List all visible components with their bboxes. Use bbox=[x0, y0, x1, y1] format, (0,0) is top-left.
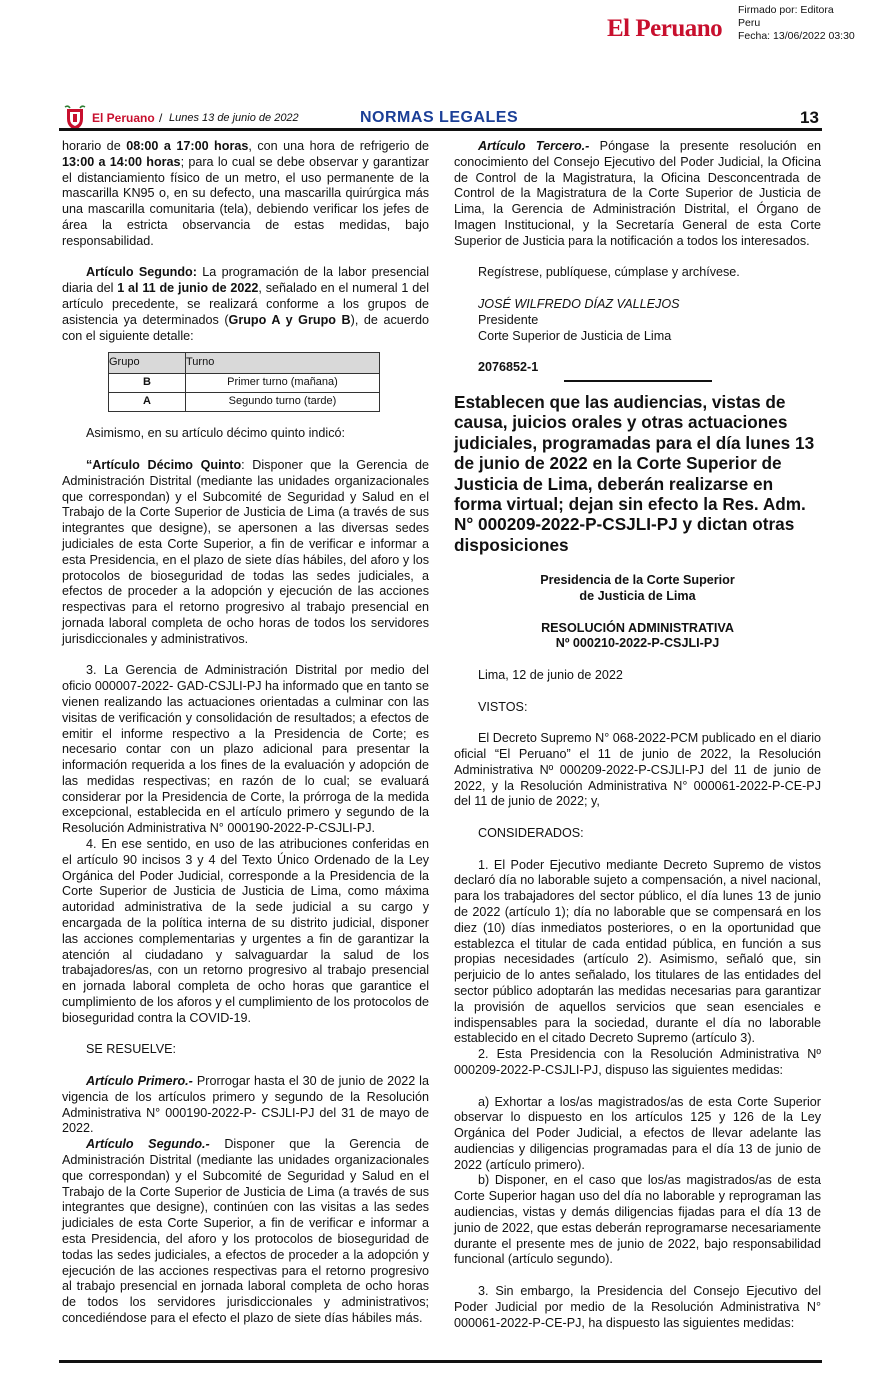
quoted-article: “Artículo Décimo Quinto: Disponer que la Gerencia de Administración Distrital (mediante las unidades organizacionales que correspondan) y el Subcomité de Seguridad y Salud en el Trabajo de la Corte Superior de Justicia de Lima (a través de sus integrantes que designe), se apersonen a las diversas sedes judiciales de esta Corte Superior, a fin de verificar e informar a esta Presidencia, en el plazo de siete días hábiles, del aforo y los protocolos de bioseguridad de todas las sedes judiciales, a efectos de proceder a la adopción y ejecución de las acciones respectivas para el retorno progresivo al trabajo presencial en jornada laboral completa de ocho horas de todos los servidores jurisdiccionales y administrativos. bbox=[62, 457, 429, 646]
closing-formula: Regístrese, publíquese, cúmplase y archívese. bbox=[478, 265, 740, 280]
resolution-number: Nº 000210-2022-P-CSJLI-PJ bbox=[555, 636, 720, 651]
paragraph: 3. La Gerencia de Administración Distrital por medio del oficio 000007-2022- GAD-CSJLI-PJ ha informado que en tanto se vienen realizando las actuaciones orientadas a culminar con las visitas de verificación y consolidación de resultados; a efectos de emitir el informe respectivo a la Presidencia de Corte; es necesario contar con un plazo adicional para presentar la información requerida a los fines de la evaluación y adopción de las medidas respectivas; en razón de lo cual; se evaluará considerar por la Presidencia de Corte, la prórroga de la medida excepcional, establecida en el artículo primero y segundo de la Resolución Administrativa N° 000190-2022-P-CSJLI-PJ. bbox=[62, 663, 429, 836]
paragraph: 3. Sin embargo, la Presidencia del Consejo Ejecutivo del Poder Judicial por medio de la Resolución Administrativa N° 000061-2022-P-CE-PJ, ha dispuesto las siguientes medidas: bbox=[454, 1284, 821, 1330]
signature-line: Fecha: 13/06/2022 03:30 bbox=[738, 30, 855, 42]
paragraph: Artículo Segundo.- Disponer que la Gerencia de Administración Distrital (mediante las unidades organizacionales que correspondan) y el Subcomité de Seguridad y Salud en el Trabajo de la Corte Superior de Justicia de Lima (a través de sus integrantes que designe), continúen con las visitas a las sedes judiciales de esta Corte Superior, a fin de verificar e informar a esta Presidencia, del aforo y los protocolos de bioseguridad de todas las sedes judiciales, a efectos de proceder a la adopción y ejecución de las acciones respectivas para el retorno progresivo al trabajo presencial en jornada laboral completa de ocho horas de todos los servidores jurisdiccionales y administrativos; concediéndose para el efecto el plazo de siete días hábiles más. bbox=[62, 1137, 429, 1325]
header-brand: El Peruano bbox=[92, 111, 155, 125]
page-number: 13 bbox=[800, 108, 819, 127]
paragraph: 1. El Poder Ejecutivo mediante Decreto Supremo de vistos declaró día no laborable sujeto a compensación, a nivel nacional, para los trabajadores del sector público, el día lunes 13 de junio de 2022 (artículo 1); día no laborable que se compensará en los diez (10) días inmediatos posteriores, o en la oportunidad que establezca el titular de cada entidad pública, en función a sus propias necesidades (artículo 2). Asimismo, señaló que, sin perjuicio de lo antes señalado, los titulares de las entidades del sector público adoptarán las medidas necesarias para garantizar la provisión de aquellos servicios que sean esenciales e indispensables para la sociedad, durante el día no laborable establecido en el citado Decreto Supremo (artículo 3). bbox=[454, 857, 821, 1046]
header-separator: / bbox=[159, 111, 163, 125]
table-row bbox=[109, 374, 380, 393]
digital-signature bbox=[738, 4, 855, 43]
issuer-line: de Justicia de Lima bbox=[579, 589, 696, 603]
table-header: Turno bbox=[186, 353, 380, 374]
resolution-title: RESOLUCIÓN ADMINISTRATIVA bbox=[541, 620, 734, 635]
footer-rule bbox=[59, 1360, 822, 1363]
paragraph: Artículo Primero.- Prorrogar hasta el 30 de junio de 2022 la vigencia de los artículos primero y segundo de la Resolución Administrativa N° 000190-2022-P- CSJLI-PJ del 31 de mayo de 2022. bbox=[62, 1074, 429, 1136]
right-column bbox=[454, 139, 821, 1331]
headline: Establecen que las audiencias, vistas de causa, juicios orales y otras actuaciones judiciales, programadas para el día lunes 13 de junio de 2022 en la Corte Superior de Justicia de Lima, deberán realizarse en forma virtual; dejan sin efecto la Res. Adm. N° 000209-2022-P-CSJLI-PJ y dictan otras disposiciones bbox=[454, 391, 815, 555]
paragraph: a) Exhortar a los/as magistrados/as de esta Corte Superior observar lo dispuesto en los artículos 125 y 126 de la Ley Orgánica del Poder Judicial, a efectos de llevar adelante las audiencias y diligencias programadas para el día 13 de junio de 2022 (artículo primero). bbox=[454, 1094, 821, 1172]
signer-organization: Corte Superior de Justicia de Lima bbox=[478, 328, 672, 343]
section-heading: SE RESUELVE: bbox=[86, 1042, 177, 1057]
paragraph: El Decreto Supremo N° 068-2022-PCM publicado en el diario oficial “El Peruano” el 11 de junio de 2022, la Resolución Administrativa Nº 000209-2022-P-CSJLI-PJ del 11 de junio de 2022, y la Resolución Administrativa N° 000061-2022-P-CE-PJ del 11 de junio de 2022; y, bbox=[454, 731, 821, 809]
table-cell: Segundo turno (tarde) bbox=[186, 393, 380, 412]
divider bbox=[564, 380, 712, 382]
table-row bbox=[109, 393, 380, 412]
left-column bbox=[62, 139, 429, 1327]
table-cell: A bbox=[109, 393, 186, 412]
publication-code: 2076852-1 bbox=[478, 360, 539, 375]
table-cell: B bbox=[109, 374, 186, 393]
paragraph: horario de 08:00 a 17:00 horas, con una hora de refrigerio de 13:00 a 14:00 horas; para lo cual se debe observar y garantizar el distanciamiento físico de un metro, el uso permanente de la mascarilla KN95 o, en su defecto, una mascarilla quirúrgica más una mascarilla comunitaria (tela), debiendo verificar los jefes de área la estricta observancia de estas medidas, bajo responsabilidad. bbox=[62, 139, 430, 248]
section-heading: VISTOS: bbox=[478, 699, 528, 714]
header-rule bbox=[59, 128, 822, 131]
signature-line: Firmado por: Editora bbox=[738, 4, 834, 16]
paragraph: Artículo Segundo: La programación de la labor presencial diaria del 1 al 11 de junio de 2022, señalado en el numeral 1 del artículo precedente, se realizará conforme a los grupos de asistencia ya determinados (Grupo A y Grupo B), de acuerdo con el siguiente detalle: bbox=[62, 265, 429, 343]
turno-table bbox=[108, 352, 380, 412]
signer-name: JOSÉ WILFREDO DÍAZ VALLEJOS bbox=[478, 296, 680, 311]
header-date: Lunes 13 de junio de 2022 bbox=[169, 112, 299, 124]
table-cell: Primer turno (mañana) bbox=[186, 374, 380, 393]
paragraph: Asimismo, en su artículo décimo quinto indicó: bbox=[86, 426, 345, 441]
header-section-title: NORMAS LEGALES bbox=[360, 109, 519, 126]
table-header: Grupo bbox=[109, 353, 186, 374]
paragraph: b) Disponer, en el caso que los/as magistrados/as de esta Corte Superior hagan uso del día no laborable y reprograman las audiencias, vistas y demás diligencias fijadas para el día 13 de junio de 2022, que estas deberán reprogramarse necesariamente durante el presente mes de junio de 2022, bajo responsabilidad funcional (artículo segundo). bbox=[454, 1173, 821, 1267]
el-peruano-logo: El Peruano bbox=[607, 15, 723, 42]
issuer-line: Presidencia de la Corte Superior bbox=[540, 573, 735, 588]
signature-block bbox=[454, 297, 821, 344]
section-heading: CONSIDERADOS: bbox=[478, 825, 584, 840]
signer-title: Presidente bbox=[478, 312, 539, 327]
table-header-row bbox=[109, 353, 380, 374]
paragraph: 2. Esta Presidencia con la Resolución Administrativa Nº 000209-2022-P-CSJLI-PJ, dispuso las siguientes medidas: bbox=[454, 1047, 821, 1077]
paragraph: Artículo Tercero.- Póngase la presente resolución en conocimiento del Consejo Ejecutivo del Poder Judicial, la Oficina de Control de la Magistratura, la Oficina Desconcentrada de Control de la Magistratura de la Corte Superior de Justicia de Lima, la Gerencia de Administración Distrital, el Órgano de Imagen Institucional, y la Secretaría General de esta Corte Superior de Justicia para la notificación a todos los interesados. bbox=[454, 139, 821, 248]
paragraph: 4. En ese sentido, en uso de las atribuciones conferidas en el artículo 90 incisos 3 y 4 del Texto Único Ordenado de la Ley Orgánica del Poder Judicial, corresponde a la Presidencia de la Corte Superior de Justicia de Justicia de Lima, como máxima autoridad administrativa de la sede judicial a su cargo y encargada de la política interna de su distrito judicial, disponer las acciones complementarias y urgentes a fin de garantizar la atención al ciudadano y salvaguardar la salud de los trabajadores/as, con un retorno progresivo al trabajo presencial en jornada laboral completa de ocho horas que garantice el cumplimiento de los aforos y el cumplimiento de los protocolos de bioseguridad contra la COVID-19. bbox=[62, 837, 429, 1025]
signature-line: Peru bbox=[738, 17, 761, 29]
place-date: Lima, 12 de junio de 2022 bbox=[478, 667, 623, 682]
